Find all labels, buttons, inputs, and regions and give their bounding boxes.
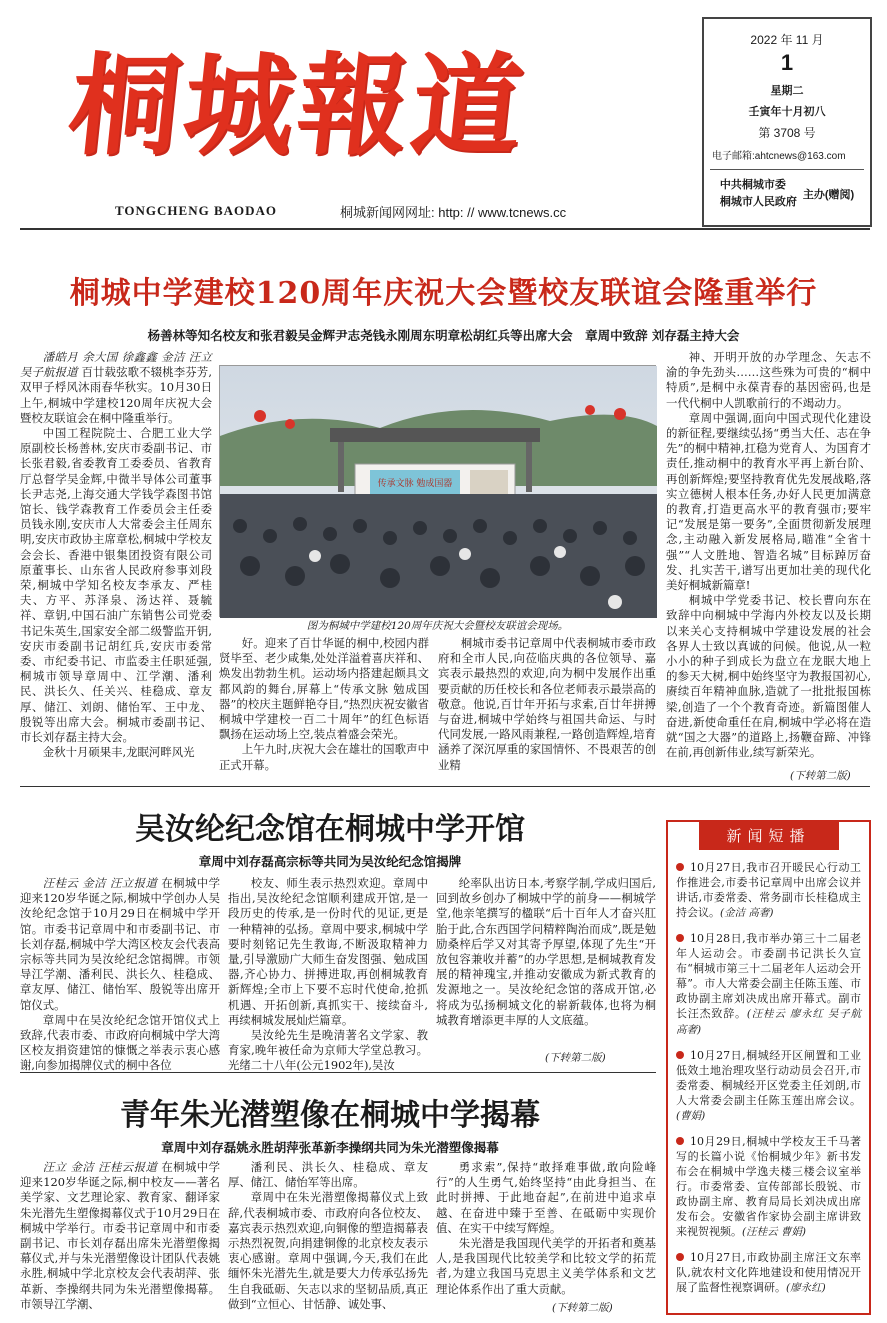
story2-headline: 吴汝纶纪念馆在桐城中学开馆 bbox=[135, 812, 525, 847]
paragraph: 章周中强调,面向中国式现代化建设的新征程,要继续弘扬“勇当大任、志在争先”的桐中精神,扛稳为党育人、为国育才责任,推动桐中的教育水平再上新台阶、再创新辉煌;要坚持教育优先发展战略,落实立德树人根本任务,办好人民更加满意的教育,打造更高水平的教育强市;要牢记“发展是第一要务”,全面贯彻新发展理念,主动融入新发展格局,瞄准“全省十强”“人文胜地、智造名城”目标踔厉奋发、扎实苦干,谱写出更加壮美的现代化美好桐城新篇章! bbox=[666, 410, 871, 593]
bullet-icon bbox=[676, 1137, 684, 1145]
story3-column-2 bbox=[228, 1160, 428, 1310]
photo-caption: 图为桐城中学建校120周年庆祝大会暨校友联谊会现场。 bbox=[306, 620, 569, 632]
lead-subheadline: 杨善林等知名校友和张君毅吴金辉尹志尧钱永刚周东明章松胡红兵等出席大会 章周中致辞 刘存磊主持大会 bbox=[147, 328, 740, 343]
paragraph: 勇求索”,保持“敢择难事做,敢向险峰行”的人生勇气,始终坚持“由此身担当、在此时拼搏、于此地奋起”,在前进中追求卓越、在奋进中臻于至善、在砥砺中实现价值、在实干中续写辉煌。 bbox=[436, 1160, 656, 1235]
paragraph: 章周中在吴汝纶纪念馆开馆仪式上致辞,代表市委、市政府向桐城中学大湾区校友捐资建馆的慷慨之举表示衷心感谢,向参加揭牌仪式的桐中各位 bbox=[20, 1012, 220, 1073]
story3-continued: (下转第二版) bbox=[552, 1302, 613, 1314]
news-briefs-box bbox=[666, 820, 871, 1315]
story3-byline: 汪立 金洁 汪桂云报道 bbox=[42, 1160, 158, 1174]
lead-continued: (下转第二版) bbox=[790, 770, 851, 782]
paragraph: 朱光潜是我国现代美学的开拓者和奠基人,是我国现代比较美学和比较文学的拓荒者,为建立我国马克思主义美学体系和文艺理论体系作出了重大贡献。 bbox=[436, 1236, 656, 1296]
brief-item: 10月28日,我市举办第三十二届老年人运动会。市委副书记洪长久宣布“桐城市第三十二届老年人运动会开幕”。市人大常委会副主任陈玉莲、市政协副主席刘决成出席开幕式。副市长汪杰致辞。(汪桂云 廖永红 吴子航 高奢) bbox=[676, 932, 861, 1036]
bullet-icon bbox=[676, 863, 684, 871]
lead-column-2 bbox=[219, 636, 429, 772]
publisher-block bbox=[704, 177, 870, 211]
publisher-1: 中共桐城市委 bbox=[719, 179, 786, 191]
story2-subheadline: 章周中刘存磊高宗标等共同为吴汝纶纪念馆揭牌 bbox=[198, 854, 462, 869]
bullet-icon bbox=[676, 1051, 684, 1059]
lead-column-3 bbox=[438, 636, 656, 772]
paragraph: 潘利民、洪长久、桂稳成、章友厚、储江、储怡军等出席。 bbox=[228, 1160, 428, 1190]
lead-headline: 桐城中学建校120周年庆祝大会暨校友联谊会隆重举行 bbox=[69, 276, 818, 311]
brief-item: 10月27日,我市召开暖民心行动工作推进会,市委书记章周中出席会议并讲话,市委常委、常务副市长桂稳成主持会议。(金洁 高奢) bbox=[676, 861, 861, 919]
masthead-pinyin: TONGCHENG BAODAO bbox=[115, 203, 278, 218]
publisher-2: 桐城市人民政府 bbox=[719, 196, 797, 208]
issue-date: 2022 年 11 月 bbox=[750, 33, 824, 47]
lead-column-4 bbox=[666, 350, 871, 765]
story2-column-3 bbox=[436, 876, 656, 1046]
paragraph: 在桐城中学迎来120岁华诞之际,桐城中学创办人吴汝纶纪念馆于10月29日在桐城中学开馆。市委书记章周中和市委副书记、市长刘存磊,桐城中学大湾区校友会代表高宗标等共同为吴汝纶纪念馆揭牌。市领导江学潮、潘利民、洪长久、桂稳成、章友厚、储江、储怡军、殷锐等出席开馆仪式。 bbox=[20, 876, 220, 1012]
lead-photo bbox=[219, 365, 656, 617]
paragraph: 好。迎来了百廿华诞的桐中,校园内群贤毕至、老少咸集,处处洋溢着喜庆祥和、焕发出勃勃生机。运动场内搭建起颇具文都风韵的舞台,屏幕上“传承文脉 勉成国器”的校庆主题鲜艳夺目,“热烈庆祝安徽省桐城中学建校一百二十周年”的红色标语飘扬在运动场上空,装点着盛会荣光。 bbox=[219, 636, 429, 742]
brief-item: 10月27日,市政协副主席汪文东率队,就农村文化阵地建设和使用情况开展了监督性视察调研。(廖永红) bbox=[676, 1251, 861, 1294]
paragraph: 金秋十月硕果丰,龙眠河畔风光 bbox=[42, 745, 195, 760]
story2-continued: (下转第二版) bbox=[545, 1052, 606, 1064]
lead-byline: 潘皓月 余大国 徐鑫鑫 金洁 汪立 吴子航报道 bbox=[20, 350, 212, 380]
masthead-website: 桐城新闻网网址: http: // www.tcnews.cc bbox=[340, 205, 567, 220]
lead-column-1 bbox=[20, 350, 212, 765]
paragraph: 章周中在朱光潜塑像揭幕仪式上致辞,代表桐城市委、市政府向各位校友、嘉宾表示热烈欢迎,向铜像的塑造揭幕表示热烈祝贺,向捐建铜像的北京校友表示衷心感谢。章周中强调,今天,我们在此缅怀朱光潜先生,就是要大力传承弘扬先生自我砥砺、矢志以求的坚韧品质,真正做到“立恒心、甘恬静、诚处事、 bbox=[228, 1190, 428, 1311]
issue-day: 1 bbox=[780, 50, 794, 75]
paragraph: 神、开明开放的办学理念、矢志不渝的争先劲头……这些殊为可贵的“桐中特质”,是桐中永葆青春的基因密码,也是一代代桐中人凯歌前行的不竭动力。 bbox=[666, 350, 871, 410]
divider bbox=[710, 169, 864, 170]
paragraph: 在桐城中学迎来120岁华诞之际,桐中校友——著名美学家、文艺理论家、教育家、翻译家朱光潜先生塑像揭幕仪式于10月29日在桐城中学举行。市委书记章周中和市委副书记、市长刘存磊出席朱光潜塑像揭幕仪式,并与朱光潜塑像设计团队代表姚永胜,桐城中学北京校友会代表胡萍、张革新、李操纲共同为朱光潜塑像揭幕。市领导江学潮、 bbox=[20, 1160, 220, 1311]
issue-weekday: 星期二 bbox=[770, 85, 804, 97]
story3-column-1 bbox=[20, 1160, 220, 1310]
paragraph: 纶率队出访日本,考察学制,学成归国后,回到故乡创办了桐城中学的前身——桐城学堂,他亲笔撰写的楹联“后十百年人才奋兴肛胎于此,合东西国学问精粹陶治而成”,既是勉励桑梓后学又对其寄予厚望,体现了先生“开放包容兼收并蓄”的办学思想,是桐城教育发展的精神瑰宝,并推动安徽成为新式教育的发源地之一。吴汝纶纪念馆的落成开馆,必将成为弘扬桐城文化的崭新载体,也将为桐城教育增添更丰厚的人文底蕴。 bbox=[436, 876, 656, 1027]
bullet-icon bbox=[676, 1253, 684, 1261]
masthead-title: 桐城報道 bbox=[63, 41, 533, 170]
paragraph: 百廿载弦歌不辍桃李芬芳,双甲子桴风沐雨春华秋实。10月30日上午,桐城中学建校120周年庆祝大会暨校友联谊会在桐中隆重举行。 bbox=[20, 365, 212, 425]
paragraph: 桐城中学党委书记、校长曹向东在致辞中向桐城中学海内外校友以及长期以来关心支持桐城中学建设发展的社会各界人士致以真诚的问候。他说,从一粒小小的种子到成长为盘立在龙眠大地上的参天大树,桐中始终坚守为教报国初心,赓续百年精神血脉,造就了一批批报国栋梁,创造了一个个教育奇迹。新篇图催人奋进,新使命重任在肩,桐城中学必将在造就“国之大器”的道路上,扬鞭奋蹄、冲锋在前,再创新伟业,续写新荣光。 bbox=[666, 593, 871, 760]
issue-info-box bbox=[702, 17, 872, 227]
paragraph: 桐城市委书记章周中代表桐城市委市政府和全市人民,向莅临庆典的各位领导、嘉宾表示最热烈的欢迎,向为桐中发展作出重要贡献的历任校长和各位老师表示最崇高的敬意。他说,百廿年开拓与求索,百廿年拼搏与奋进,桐城中学始终与祖国共命运、与时代同发展,一路风雨兼程,一路创造辉煌,培育涵养了深沉厚重的家国情怀、不畏艰苦的创业精 bbox=[438, 636, 656, 772]
brief-item: 10月27日,桐城经开区闸置和工业低效土地治理攻坚行动动员会召开,市委常委、桐城经开区党委主任刘朗,市人大常委会副主任陈玉莲出席会议。(曹娟) bbox=[676, 1049, 861, 1122]
header-rule bbox=[20, 228, 870, 230]
paragraph: 吴汝纶先生是晚清著名文学家、教育家,晚年被任命为京师大学堂总教习。光绪二十八年(公元1902年),吴汝 bbox=[228, 1028, 428, 1073]
news-briefs-title: 新闻短播 bbox=[699, 821, 839, 850]
paragraph: 校友、师生表示热烈欢迎。章周中指出,吴汝纶纪念馆顺利建成开馆,是一段历史的传承,是一份时代的见证,更是一种精神的弘扬。章周中要求,桐城中学要时刻铭记先生教诲,不断汲取精神力量,引导激励广大师生奋发图强、勉成国器,齐心协力、拼搏进取,再创桐城教育新辉煌;全市上下要不忘时代使命,抢抓机遇、开拓创新,真抓实干、接续奋斗,再续桐城发展灿烂篇章。 bbox=[228, 876, 428, 1027]
issue-email: 电子邮箱:ahtcnews@163.com bbox=[712, 151, 846, 162]
brief-item: 10月29日,桐城中学校友王千马著写的长篇小说《怡桐城少年》新书发布会在桐城中学逸夫楼三楼会议室举行。市委常委、宣传部部长殷锐、市政协副主席、教育局局长刘决成出席发布会。安徽省作家协会副主席讲致来视贺视频。(汪桂云 曹娟) bbox=[676, 1135, 861, 1238]
paragraph: 上午九时,庆祝大会在雄壮的国歌声中正式开幕。 bbox=[219, 742, 429, 772]
issue-lunar-date: 壬寅年十月初八 bbox=[748, 106, 826, 118]
section-divider bbox=[20, 1072, 656, 1073]
story2-byline: 汪桂云 金洁 汪立报道 bbox=[42, 876, 158, 890]
ceremony-photo-illustration bbox=[220, 366, 657, 618]
story3-headline: 青年朱光潜塑像在桐城中学揭幕 bbox=[120, 1098, 540, 1133]
story3-column-3 bbox=[436, 1160, 656, 1300]
bullet-icon bbox=[676, 934, 684, 942]
publisher-role: 主办(赠阅) bbox=[802, 189, 855, 201]
story3-subheadline: 章周中刘存磊姚永胜胡萍张革新李操纲共同为朱光潜塑像揭幕 bbox=[161, 1140, 499, 1155]
issue-number: 第 3708 号 bbox=[758, 126, 816, 140]
stage-banner-text: 传承文脉 勉成国器 bbox=[377, 479, 453, 489]
story2-column-2 bbox=[228, 876, 428, 1073]
paragraph: 中国工程院院士、合肥工业大学原副校长杨善林,安庆市委副书记、市长张君毅,省委教育工委委员、省教育厅总督学吴金辉,中微半导体公司董事长尹志尧,上海交通大学钱学森图书馆馆长、钱学森教育工作委员会主任委员钱永刚,安庆市人大常委会主任周东明,安庆市政协主席章松,桐城中学校友会会长、香港中银集团投资有限公司原董事长、山东省人民政府参事刘段荣,桐城中学知名校友李承友、严桂夫、方平、苏泽泉、汤达祥、聂毓祥、章钥,中国石油广东销售公司党委书记朱英生,国家安全部二级警监开钥,安庆市委副书记胡红兵,安庆市委常委、市纪委书记、市监委主任职延强,桐城市领导章周中、江学潮、潘利民、洪长久、任关兴、桂稳成、章友厚、储江、刘朗、储怡军、王中龙、殷锐等出席大会。桐城市委副书记、市长刘存磊主持大会。 bbox=[20, 426, 212, 745]
section-divider bbox=[20, 786, 870, 787]
story2-column-1 bbox=[20, 876, 220, 1073]
